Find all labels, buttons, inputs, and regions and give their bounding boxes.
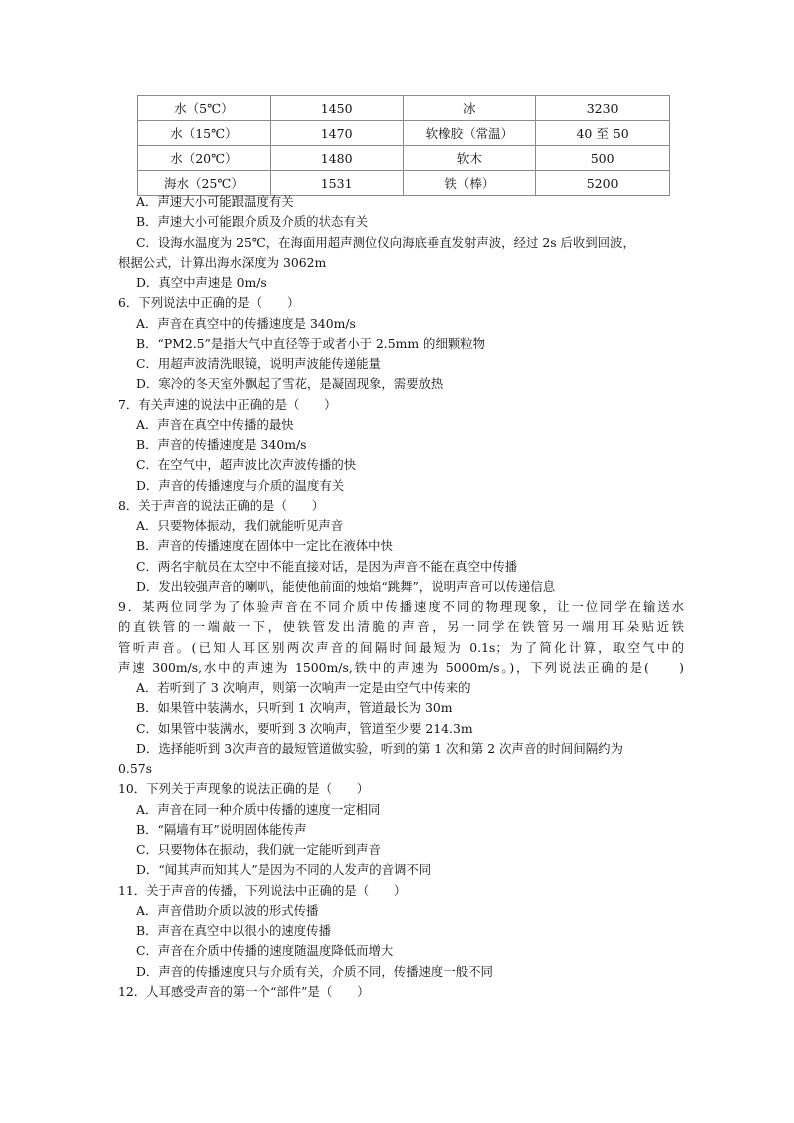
sound-speed-table: [137, 95, 670, 196]
option-b: B．如果管中装满水，只听到 1 次响声，管道最长为 30m: [136, 700, 453, 716]
question-8: [118, 496, 684, 597]
table-cell: 水（20℃）: [138, 146, 271, 171]
table-cell: 3230: [536, 96, 670, 121]
table-cell: 40 至 50: [536, 121, 670, 146]
question-stem-line: 9．某两位同学为了体验声音在不同介质中传播速度不同的物理现象，让一位同学在输送水: [118, 599, 684, 614]
question-stem: 11．关于声音的传播，下列说法中正确的是（ ）: [118, 882, 407, 898]
option-b: B．声音的传播速度在固体中一定比在液体中快: [136, 538, 393, 554]
table-row: [138, 146, 670, 171]
table-cell: 1531: [270, 171, 403, 196]
option-d: D．声音的传播速度与介质的温度有关: [136, 477, 345, 493]
table-cell: 软木: [403, 146, 536, 171]
table-cell: 铁（棒）: [403, 171, 536, 196]
option-a: A．声速大小可能跟温度有关: [136, 194, 294, 209]
option-d: D．“闻其声而知其人”是因为不同的人发声的音调不同: [136, 862, 432, 878]
option-c: C．用超声波清洗眼镜，说明声波能传递能量: [136, 356, 381, 371]
table-cell: 海水（25℃）: [138, 171, 271, 196]
option-c: C．如果管中装满水，要听到 3 次响声，管道至少要 214.3m: [136, 720, 473, 736]
question-11: [118, 881, 684, 982]
option-c: C．两名宇航员在太空中不能直接对话，是因为声音不能在真空中传播: [136, 558, 518, 574]
table-cell: 1480: [270, 146, 403, 171]
table-cell: 1450: [270, 96, 403, 121]
option-d: D．发出较强声音的喇叭，能使他前面的烛焰“跳舞”，说明声音可以传递信息: [136, 578, 556, 594]
question-stem: 7．有关声速的说法中正确的是（ ）: [118, 396, 337, 412]
option-b: B．声音在真空中以很小的速度传播: [136, 923, 331, 938]
question-stem-line: 声速 300m/s,水中的声速为 1500m/s,铁中的声速为 5000m/s。)，下列说法正确的是( ): [118, 659, 684, 675]
option-c-continuation: 根据公式，计算出海水深度为 3062m: [118, 254, 327, 270]
question-9: [118, 597, 684, 779]
question-5-options: [118, 192, 684, 293]
option-a: A．声音在真空中传播的最快: [136, 416, 294, 432]
question-list: [118, 192, 684, 1002]
question-12: [118, 982, 684, 1002]
option-b: B．“PM2.5”是指大气中直径等于或者小于 2.5mm 的细颗粒物: [136, 335, 486, 351]
option-c: C．只要物体在振动，我们就一定能听到声音: [136, 842, 381, 857]
question-stem: 10．下列关于声现象的说法正确的是（ ）: [118, 781, 370, 797]
option-c: C．在空气中，超声波比次声波传播的快: [136, 457, 357, 473]
question-6: [118, 293, 684, 394]
question-stem: 8．关于声音的说法正确的是（ ）: [118, 497, 325, 513]
option-a: A．若听到了 3 次响声，则第一次响声一定是由空气中传来的: [136, 680, 471, 695]
question-7: [118, 395, 684, 496]
table-cell: 水（15℃）: [138, 121, 271, 146]
option-a: A．声音在真空中的传播速度是 340m/s: [136, 315, 356, 331]
option-d-continuation: 0.57s: [118, 761, 152, 776]
table-row: [138, 96, 670, 121]
option-c: C．声音在介质中传播的速度随温度降低而增大: [136, 943, 394, 959]
question-stem: 6．下列说法中正确的是（ ）: [118, 295, 300, 311]
option-a: A．声音借助介质以波的形式传播: [136, 902, 319, 918]
option-d: D．真空中声速是 0m/s: [136, 275, 267, 290]
option-c: C．设海水温度为 25℃，在海面用超声测位仪向海底垂直发射声波，经过 2s 后收到回波，: [136, 234, 635, 250]
table-cell: 水（5℃）: [138, 96, 271, 121]
option-d: D．选择能听到 3次声音的最短管道做实验，听到的第 1 次和第 2 次声音的时间间隔约为: [136, 740, 623, 756]
option-d: D．寒冷的冬天室外飘起了雪花，是凝固现象，需要放热: [136, 376, 444, 392]
question-stem-line: 管听声音。(已知人耳区别两次声音的间隔时间最短为 0.1s；为了简化计算，取空气中的: [118, 639, 684, 655]
table-cell: 5200: [536, 171, 670, 196]
question-stem-line: 的直铁管的一端敲一下，使铁管发出清脆的声音，另一同学在铁管另一端用耳朵贴近铁: [118, 619, 684, 635]
question-stem: 12．人耳感受声音的第一个“部件”是（ ）: [118, 983, 370, 999]
table-cell: 软橡胶（常温）: [403, 121, 536, 146]
option-a: A．声音在同一种介质中传播的速度一定相同: [136, 801, 381, 817]
table-row: [138, 121, 670, 146]
option-a: A．只要物体振动，我们就能听见声音: [136, 518, 344, 533]
option-b: B．声音的传播速度是 340m/s: [136, 437, 307, 452]
question-10: [118, 779, 684, 880]
table-cell: 500: [536, 146, 670, 171]
option-b: B．“隔墙有耳”说明固体能传声: [136, 821, 307, 837]
table-cell: 冰: [403, 96, 536, 121]
table-cell: 1470: [270, 121, 403, 146]
option-b: B．声速大小可能跟介质及介质的状态有关: [136, 214, 369, 230]
option-d: D．声音的传播速度只与介质有关，介质不同，传播速度一般不同: [136, 963, 493, 979]
